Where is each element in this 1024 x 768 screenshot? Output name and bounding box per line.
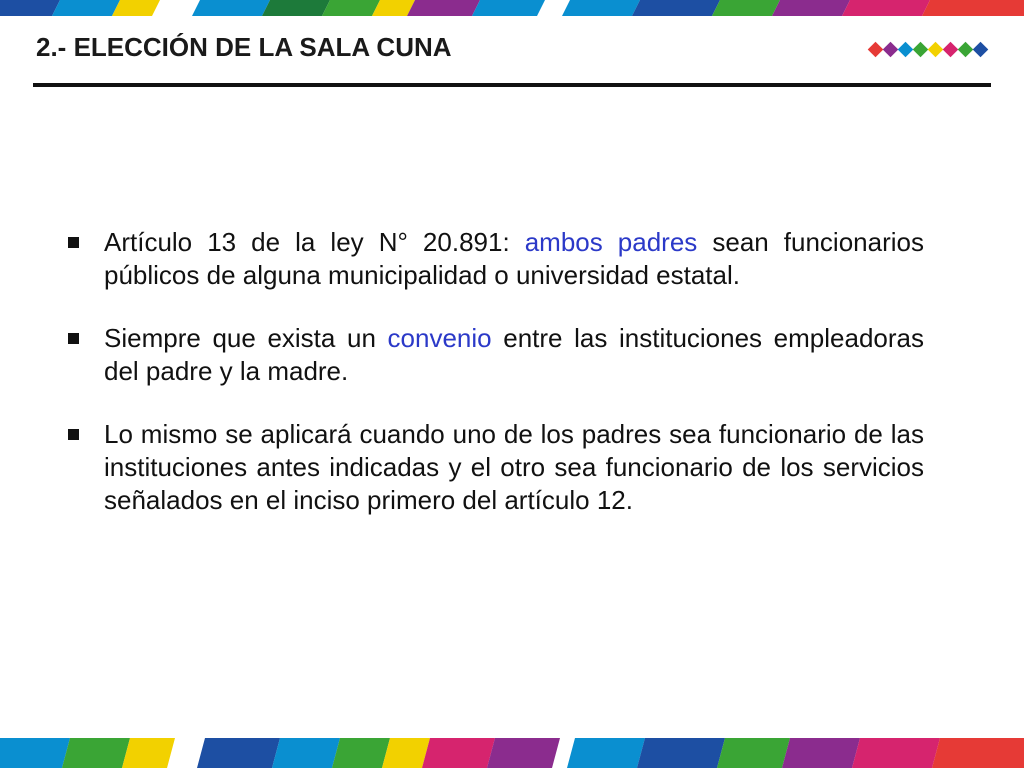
- diamond-icon: [958, 42, 974, 58]
- diamond-icon: [868, 42, 884, 58]
- bullet-text: Lo mismo se aplicará cuando uno de los padres sea funcionario de las instituciones antes indicadas y el otro sea funcionario de los servicios señalados en el inciso primero del artículo 12.: [104, 419, 924, 515]
- diamond-icon: [913, 42, 929, 58]
- diamond-icon: [943, 42, 959, 58]
- bottom-color-stripe: [0, 738, 1024, 768]
- bullet-highlight: convenio: [387, 323, 492, 353]
- decorative-diamonds: [870, 44, 990, 55]
- square-bullet-icon: [68, 429, 79, 440]
- bullet-item: [68, 322, 924, 388]
- bullet-text-continued: entre las instituciones empleadoras del padre y la madre.: [104, 323, 924, 386]
- square-bullet-icon: [68, 237, 79, 248]
- square-bullet-icon: [68, 333, 79, 344]
- bullet-item: [68, 418, 924, 517]
- diamond-icon: [883, 42, 899, 58]
- bullet-item: [68, 226, 924, 292]
- diamond-icon: [973, 42, 989, 58]
- slide-title: 2.- ELECCIÓN DE LA SALA CUNA: [36, 32, 452, 62]
- bullet-list: [68, 226, 924, 547]
- title-underline: [33, 83, 991, 87]
- bullet-text: Siempre que exista un: [104, 323, 388, 353]
- top-color-stripe: [0, 0, 1024, 16]
- diamond-icon: [928, 42, 944, 58]
- diamond-icon: [898, 42, 914, 58]
- bullet-text: Artículo 13 de la ley N° 20.891:: [104, 227, 525, 257]
- bullet-text-continued: sean funcionarios públicos de alguna municipalidad o universidad estatal.: [104, 227, 924, 290]
- bullet-highlight: ambos padres: [524, 227, 698, 257]
